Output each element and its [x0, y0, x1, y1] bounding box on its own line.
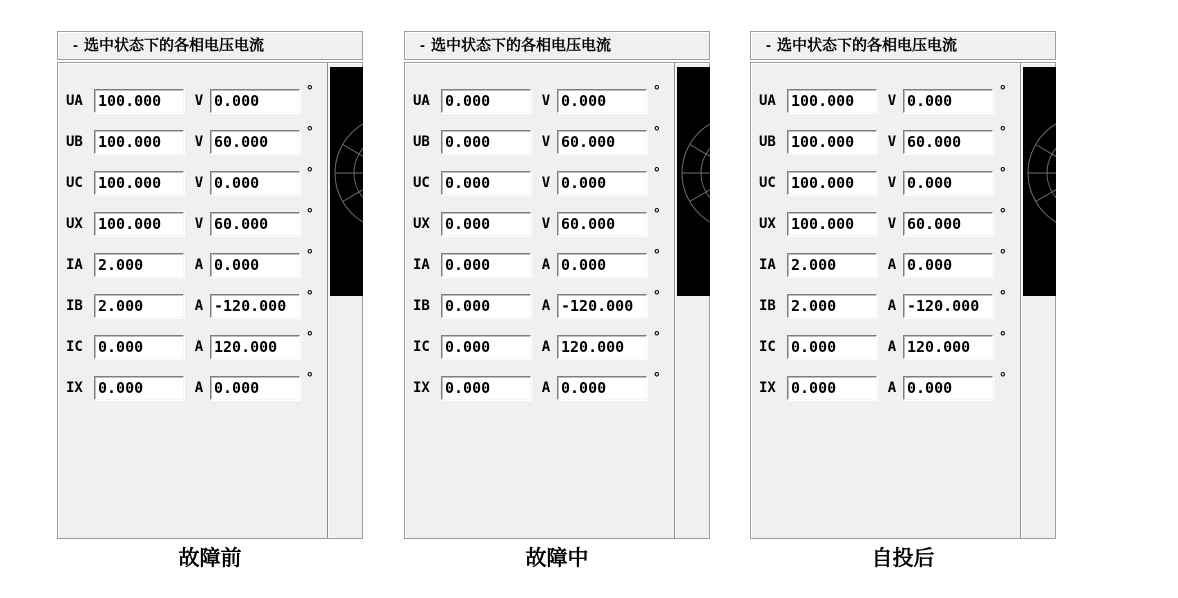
- state-panel: [750, 31, 1056, 577]
- phase-label: IB: [759, 298, 776, 314]
- phase-label: IX: [759, 380, 776, 396]
- group-box: [404, 31, 710, 540]
- phase-label: UA: [413, 93, 430, 109]
- body-phasor-divider: [327, 63, 329, 538]
- phase-angle-input[interactable]: [210, 171, 300, 195]
- phase-row: [751, 205, 1021, 236]
- phase-row: [751, 82, 1021, 113]
- phase-label: IA: [759, 257, 776, 273]
- phase-row: [405, 369, 675, 400]
- phase-angle-input[interactable]: [210, 212, 300, 236]
- degree-symbol: °: [654, 123, 660, 139]
- amplitude-input[interactable]: [787, 376, 877, 400]
- phase-angle-input[interactable]: [210, 335, 300, 359]
- unit-label: V: [887, 216, 897, 232]
- degree-symbol: °: [654, 287, 660, 303]
- degree-symbol: °: [307, 287, 313, 303]
- phase-label: IX: [66, 380, 83, 396]
- phase-angle-input[interactable]: [557, 171, 647, 195]
- unit-label: A: [194, 298, 204, 314]
- amplitude-input[interactable]: [94, 130, 184, 154]
- phase-row: [58, 123, 328, 154]
- unit-label: V: [194, 93, 204, 109]
- degree-symbol: °: [1000, 328, 1006, 344]
- collapse-indicator: -: [766, 37, 771, 54]
- phase-label: UB: [66, 134, 83, 150]
- phase-label: IA: [66, 257, 83, 273]
- amplitude-input[interactable]: [94, 89, 184, 113]
- unit-label: V: [887, 134, 897, 150]
- phase-row: [58, 287, 328, 318]
- phase-label: UC: [759, 175, 776, 191]
- phase-angle-input[interactable]: [903, 253, 993, 277]
- phase-row: [751, 246, 1021, 277]
- degree-symbol: °: [307, 246, 313, 262]
- state-panel: [404, 31, 710, 577]
- phase-row: [405, 287, 675, 318]
- phase-row: [751, 328, 1021, 359]
- phase-label: UX: [66, 216, 83, 232]
- amplitude-input[interactable]: [94, 171, 184, 195]
- phasor-display: [1023, 67, 1056, 296]
- amplitude-input[interactable]: [441, 212, 531, 236]
- group-box-title-bar: [750, 31, 1056, 60]
- collapse-indicator: -: [420, 37, 425, 54]
- phase-angle-input[interactable]: [557, 335, 647, 359]
- amplitude-input[interactable]: [94, 294, 184, 318]
- phase-angle-input[interactable]: [210, 253, 300, 277]
- unit-label: A: [541, 380, 551, 396]
- phase-angle-input[interactable]: [903, 335, 993, 359]
- phase-label: IC: [66, 339, 83, 355]
- amplitude-input[interactable]: [94, 212, 184, 236]
- phasor-display: [677, 67, 710, 296]
- degree-symbol: °: [1000, 246, 1006, 262]
- phase-label: IA: [413, 257, 430, 273]
- phase-row: [751, 123, 1021, 154]
- phase-row: [751, 164, 1021, 195]
- phase-angle-input[interactable]: [210, 89, 300, 113]
- unit-label: V: [541, 175, 551, 191]
- phase-angle-input[interactable]: [903, 376, 993, 400]
- phase-angle-input[interactable]: [903, 212, 993, 236]
- unit-label: A: [194, 339, 204, 355]
- rows: [751, 63, 1021, 540]
- degree-symbol: °: [307, 369, 313, 385]
- unit-label: V: [541, 134, 551, 150]
- phase-row: [405, 82, 675, 113]
- phase-row: [58, 82, 328, 113]
- unit-label: V: [887, 175, 897, 191]
- phase-label: IB: [413, 298, 430, 314]
- phasor-grid-icon: [1023, 67, 1056, 296]
- unit-label: A: [887, 257, 897, 273]
- degree-symbol: °: [654, 246, 660, 262]
- degree-symbol: °: [307, 82, 313, 98]
- unit-label: V: [194, 175, 204, 191]
- degree-symbol: °: [1000, 82, 1006, 98]
- phase-row: [405, 123, 675, 154]
- phasor-grid-icon: [330, 67, 363, 296]
- unit-label: V: [541, 93, 551, 109]
- group-box: [750, 31, 1056, 540]
- phase-row: [58, 205, 328, 236]
- phase-angle-input[interactable]: [557, 376, 647, 400]
- degree-symbol: °: [307, 328, 313, 344]
- degree-symbol: °: [654, 82, 660, 98]
- unit-label: A: [541, 339, 551, 355]
- body-phasor-divider: [1020, 63, 1022, 538]
- phase-label: UC: [66, 175, 83, 191]
- phase-angle-input[interactable]: [557, 212, 647, 236]
- amplitude-input[interactable]: [441, 89, 531, 113]
- amplitude-input[interactable]: [441, 294, 531, 318]
- amplitude-input[interactable]: [787, 212, 877, 236]
- amplitude-input[interactable]: [94, 376, 184, 400]
- phase-angle-input[interactable]: [557, 89, 647, 113]
- group-box-title-bar: [404, 31, 710, 60]
- degree-symbol: °: [654, 164, 660, 180]
- phase-angle-input[interactable]: [557, 294, 647, 318]
- phase-label: UX: [759, 216, 776, 232]
- amplitude-input[interactable]: [94, 335, 184, 359]
- collapse-indicator: -: [73, 37, 78, 54]
- amplitude-input[interactable]: [441, 335, 531, 359]
- panel-caption: 故障前: [178, 547, 242, 570]
- phase-angle-input[interactable]: [903, 89, 993, 113]
- amplitude-input[interactable]: [787, 294, 877, 318]
- unit-label: V: [194, 216, 204, 232]
- group-title: 选中状态下的各相电压电流: [777, 37, 958, 54]
- amplitude-input[interactable]: [441, 376, 531, 400]
- phasor-grid-icon: [677, 67, 710, 296]
- amplitude-input[interactable]: [787, 130, 877, 154]
- phase-label: IX: [413, 380, 430, 396]
- unit-label: A: [887, 298, 897, 314]
- state-panel: [57, 31, 363, 577]
- phase-label: UB: [759, 134, 776, 150]
- phase-row: [751, 287, 1021, 318]
- group-title: 选中状态下的各相电压电流: [84, 37, 265, 54]
- phase-row: [58, 328, 328, 359]
- rows: [58, 63, 328, 540]
- panel-caption: 自投后: [871, 547, 935, 570]
- group-box-title-bar: [57, 31, 363, 60]
- amplitude-input[interactable]: [787, 253, 877, 277]
- rows: [405, 63, 675, 540]
- degree-symbol: °: [1000, 164, 1006, 180]
- phase-row: [58, 164, 328, 195]
- phase-row: [405, 164, 675, 195]
- phase-angle-input[interactable]: [557, 130, 647, 154]
- degree-symbol: °: [654, 205, 660, 221]
- unit-label: A: [194, 257, 204, 273]
- phase-row: [405, 246, 675, 277]
- phase-label: UX: [413, 216, 430, 232]
- group-box-body: [57, 62, 363, 539]
- group-title: 选中状态下的各相电压电流: [431, 37, 612, 54]
- degree-symbol: °: [307, 205, 313, 221]
- degree-symbol: °: [1000, 205, 1006, 221]
- phase-angle-input[interactable]: [557, 253, 647, 277]
- phase-label: UA: [66, 93, 83, 109]
- body-phasor-divider: [674, 63, 676, 538]
- panel-caption: 故障中: [525, 547, 589, 570]
- phase-angle-input[interactable]: [210, 294, 300, 318]
- degree-symbol: °: [307, 123, 313, 139]
- phase-label: UB: [413, 134, 430, 150]
- phasor-display: [330, 67, 363, 296]
- degree-symbol: °: [654, 369, 660, 385]
- phase-label: IB: [66, 298, 83, 314]
- phase-label: UC: [413, 175, 430, 191]
- unit-label: V: [887, 93, 897, 109]
- amplitude-input[interactable]: [441, 253, 531, 277]
- degree-symbol: °: [1000, 369, 1006, 385]
- phase-label: IC: [413, 339, 430, 355]
- amplitude-input[interactable]: [441, 171, 531, 195]
- amplitude-input[interactable]: [94, 253, 184, 277]
- phase-row: [58, 246, 328, 277]
- amplitude-input[interactable]: [441, 130, 531, 154]
- phase-label: IC: [759, 339, 776, 355]
- unit-label: A: [887, 339, 897, 355]
- degree-symbol: °: [1000, 123, 1006, 139]
- degree-symbol: °: [654, 328, 660, 344]
- phase-angle-input[interactable]: [903, 294, 993, 318]
- group-box: [57, 31, 363, 540]
- phase-label: UA: [759, 93, 776, 109]
- phase-angle-input[interactable]: [210, 376, 300, 400]
- group-box-body: [404, 62, 710, 539]
- group-box-body: [750, 62, 1056, 539]
- unit-label: V: [194, 134, 204, 150]
- phase-row: [405, 205, 675, 236]
- amplitude-input[interactable]: [787, 171, 877, 195]
- phase-row: [58, 369, 328, 400]
- degree-symbol: °: [1000, 287, 1006, 303]
- phase-row: [751, 369, 1021, 400]
- unit-label: A: [541, 298, 551, 314]
- unit-label: V: [541, 216, 551, 232]
- unit-label: A: [541, 257, 551, 273]
- phase-row: [405, 328, 675, 359]
- phase-angle-input[interactable]: [903, 171, 993, 195]
- phase-angle-input[interactable]: [903, 130, 993, 154]
- amplitude-input[interactable]: [787, 89, 877, 113]
- unit-label: A: [887, 380, 897, 396]
- amplitude-input[interactable]: [787, 335, 877, 359]
- phase-angle-input[interactable]: [210, 130, 300, 154]
- degree-symbol: °: [307, 164, 313, 180]
- unit-label: A: [194, 380, 204, 396]
